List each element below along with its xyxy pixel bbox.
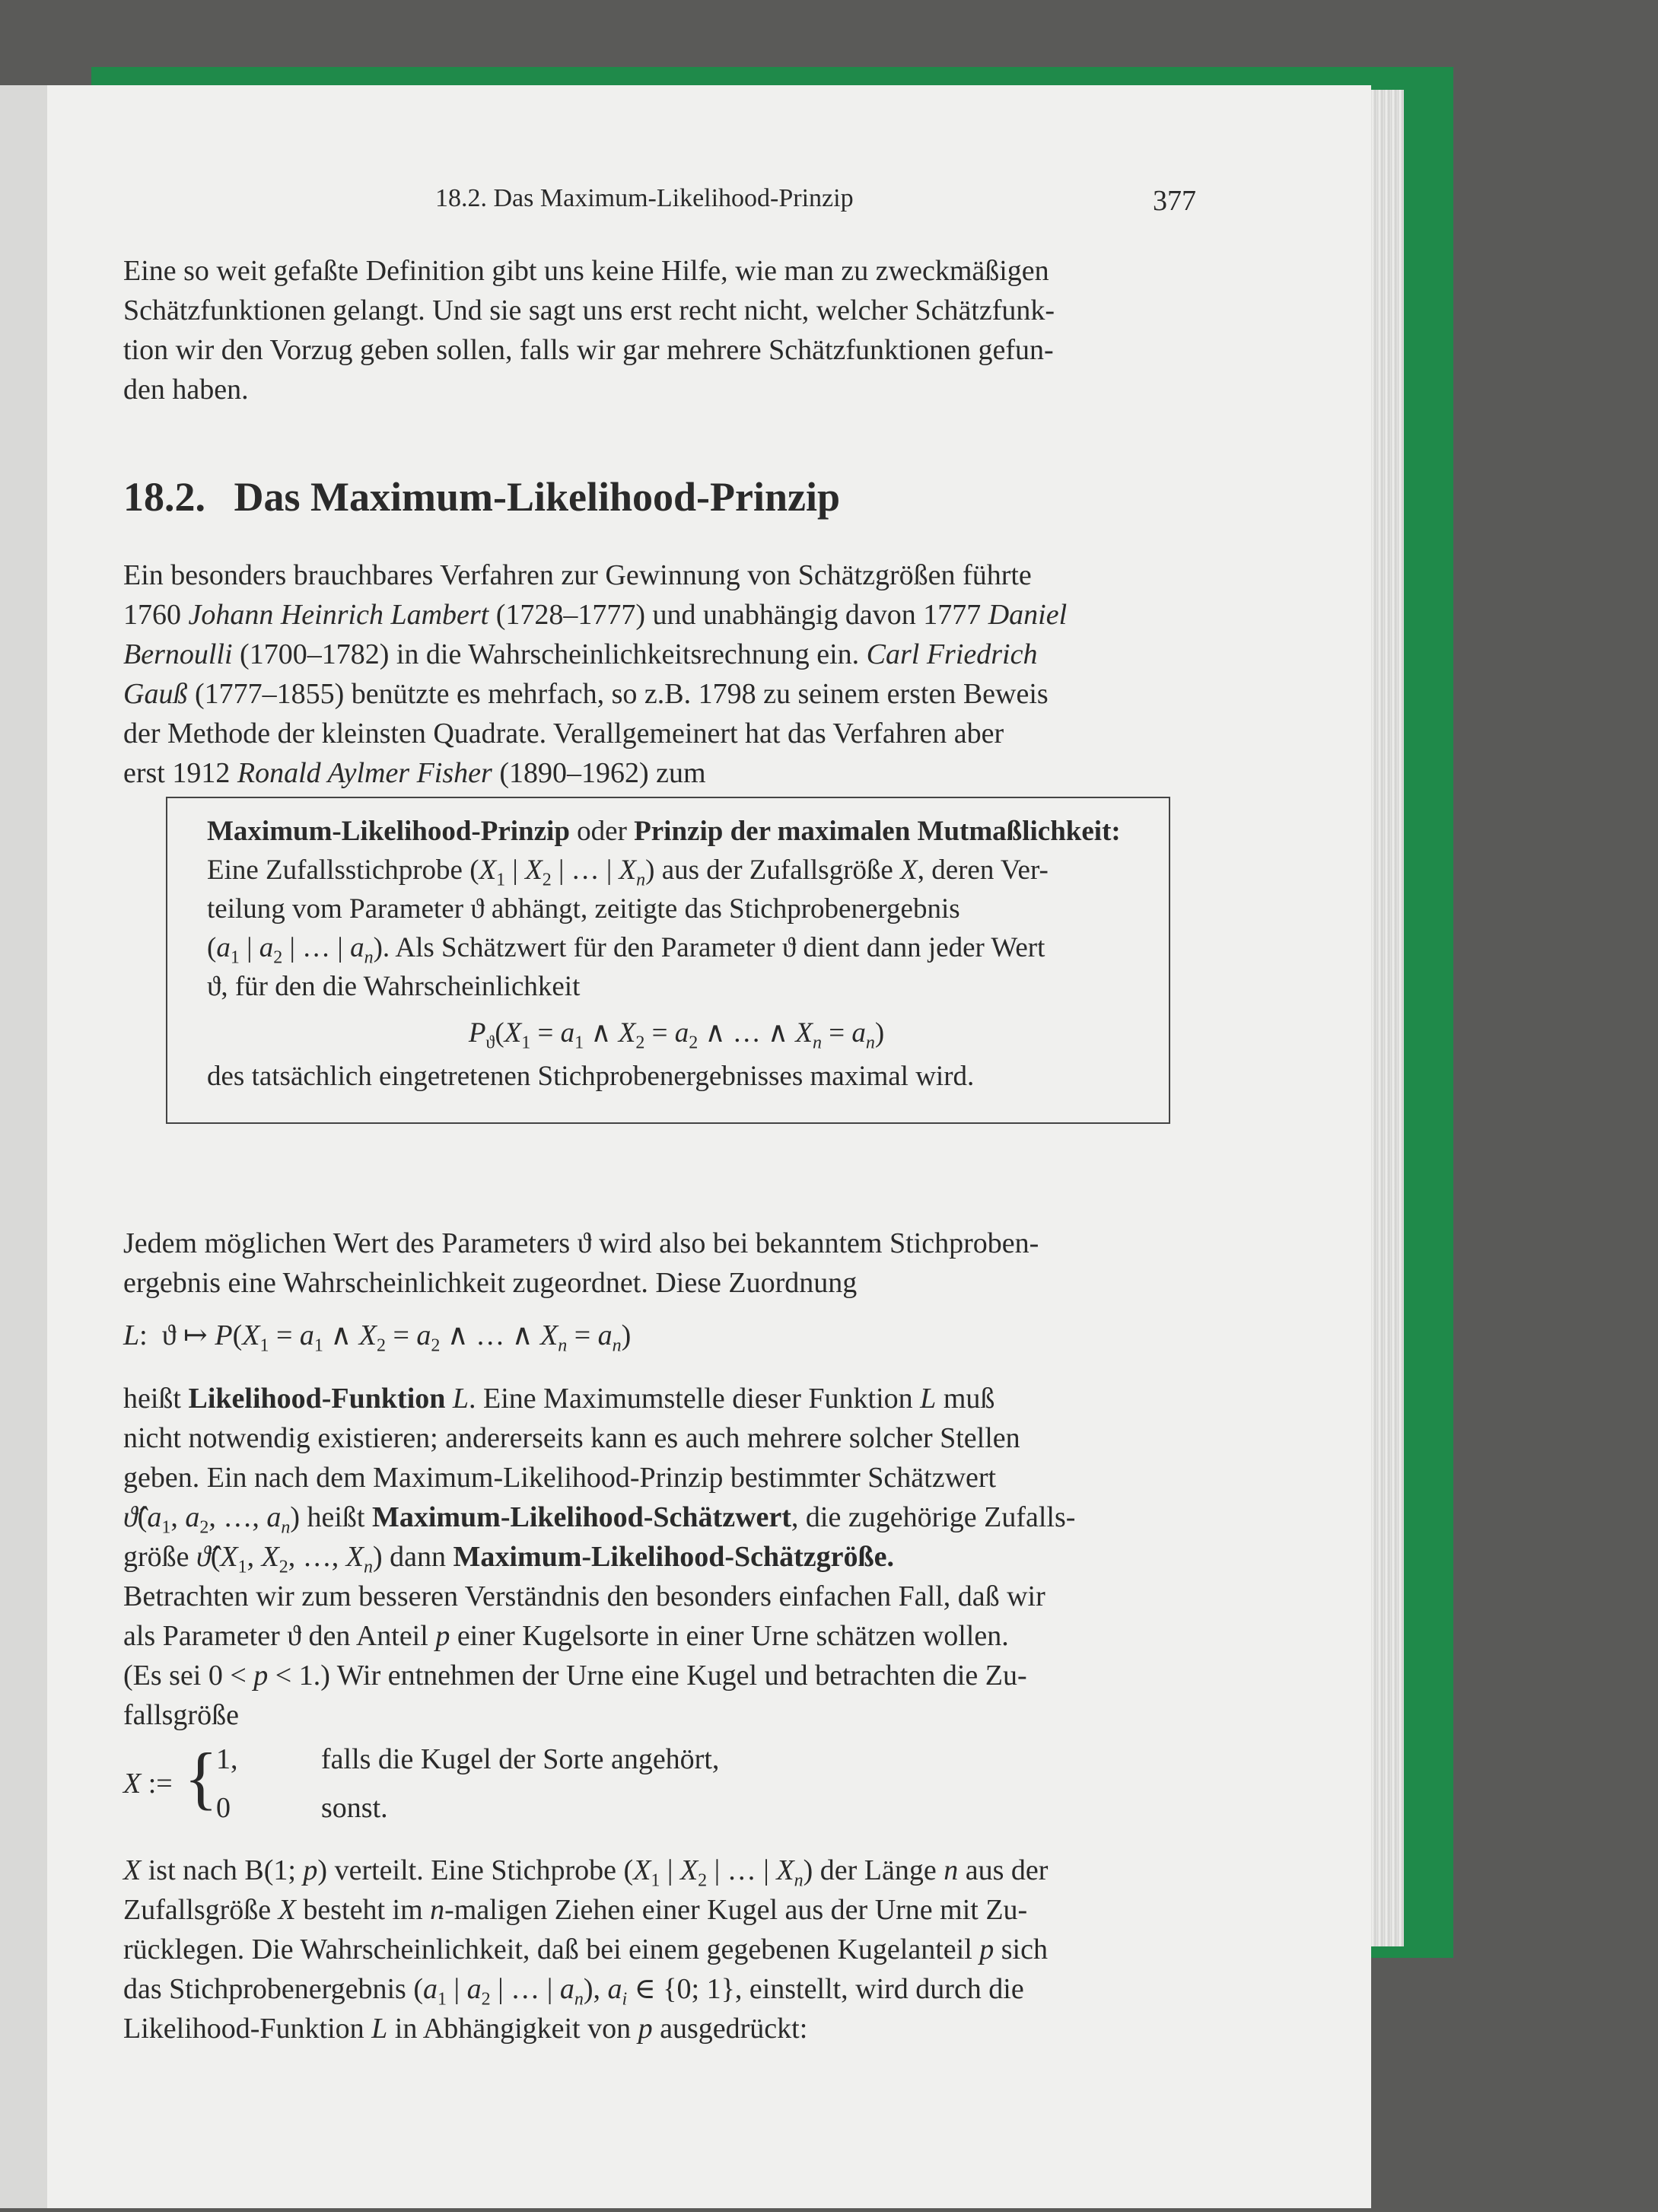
page-number: 377 bbox=[1153, 185, 1196, 217]
box-heading: Maximum-Likelihood-Prinzip oder Prinzip der maximalen Mutmaßlichkeit: bbox=[207, 816, 1121, 847]
text-line: Jedem möglichen Wert des Parameters ϑ wird also bei bekanntem Stichproben- bbox=[123, 1227, 1039, 1259]
text-line: das Stichprobenergebnis ($a_1$ | $a_2$ | … | $a_n$), $a_i$ ∈ {0; 1}, einstellt, wird durch die bbox=[123, 1973, 1024, 2010]
final-paragraph bbox=[123, 1851, 1196, 2048]
text-line: 1760 Johann Heinrich Lambert (1728–1777) und unabhängig davon 1777 Daniel bbox=[123, 599, 1068, 631]
text-line: geben. Ein nach dem Maximum-Likelihood-Prinzip bestimmter Schätzwert bbox=[123, 1462, 997, 1494]
text-line: als Parameter ϑ den Anteil p einer Kugelsorte in einer Urne schätzen wollen. bbox=[123, 1620, 1009, 1652]
box-formula: $P_ϑ(X_1 = a_1$ ∧ $X_2 = a_2$ ∧ … ∧ $X_n = a_n$) bbox=[468, 1017, 885, 1053]
section-title: Das Maximum-Likelihood-Prinzip bbox=[234, 474, 841, 520]
text-line: X ist nach B(1; p) verteilt. Eine Stichprobe ($X_1$ | $X_2$ | … | $X_n$) der Länge n aus der bbox=[123, 1854, 1049, 1891]
after-box-paragraph bbox=[123, 1224, 1196, 1303]
text-line: größe $ϑ̂(X_1$, $X_2$, …, $X_n$) dann Maximum-Likelihood-Schätzgröße. bbox=[123, 1541, 895, 1577]
text-line: (Es sei 0 < p < 1.) Wir entnehmen der Urne eine Kugel und betrachten die Zu- bbox=[123, 1660, 1027, 1692]
case-text-2: sonst. bbox=[321, 1792, 388, 1824]
brace-icon: { bbox=[184, 1739, 218, 1816]
text-line: $ϑ̂(a_1$, $a_2$, …, $a_n$) heißt Maximum-Likelihood-Schätzwert, die zugehörige Zufalls- bbox=[123, 1501, 1076, 1538]
text-line: ($a_1$ | $a_2$ | … | $a_n$). Als Schätzwert für den Parameter ϑ dient dann jeder Wert bbox=[207, 932, 1045, 968]
running-header bbox=[123, 184, 1196, 222]
running-title: 18.2. Das Maximum-Likelihood-Prinzip bbox=[435, 184, 854, 212]
text-line: rücklegen. Die Wahrscheinlichkeit, daß bei einem gegebenen Kugelanteil p sich bbox=[123, 1934, 1048, 1965]
text-line: Eine so weit gefaßte Definition gibt uns keine Hilfe, wie man zu zweckmäßigen bbox=[123, 255, 1049, 287]
section-number: 18.2. bbox=[123, 474, 205, 520]
case-definition bbox=[123, 1736, 884, 1835]
case-text-1: falls die Kugel der Sorte angehört, bbox=[321, 1743, 720, 1775]
text-line: Likelihood-Funktion L in Abhängigkeit von p ausgedrückt: bbox=[123, 2013, 808, 2045]
text-line: Schätzfunktionen gelangt. Und sie sagt uns erst recht nicht, welcher Schätzfunk- bbox=[123, 294, 1055, 326]
text-line: des tatsächlich eingetretenen Stichprobenergebnisses maximal wird. bbox=[207, 1061, 975, 1092]
text-line: Gauß (1777–1855) benützte es mehrfach, so z.B. 1798 zu seinem ersten Beweis bbox=[123, 678, 1049, 710]
text-line: der Methode der kleinsten Quadrate. Verallgemeinert hat das Verfahren aber bbox=[123, 718, 1004, 750]
text-line: tion wir den Vorzug geben sollen, falls wir gar mehrere Schätzfunktionen gefun- bbox=[123, 334, 1054, 366]
intro-paragraph bbox=[123, 251, 1196, 409]
case-value-2: 0 bbox=[216, 1792, 231, 1824]
text-line: heißt Likelihood-Funktion L. Eine Maximumstelle dieser Funktion L muß bbox=[123, 1383, 995, 1415]
text-line: erst 1912 Ronald Aylmer Fisher (1890–1962) zum bbox=[123, 757, 706, 789]
text-line: Ein besonders brauchbares Verfahren zur Gewinnung von Schätzgrößen führte bbox=[123, 559, 1032, 591]
book-page bbox=[47, 85, 1371, 2208]
likelihood-mapping: L: ϑ ↦ $P(X_1 = a_1$ ∧ $X_2 = a_2$ ∧ … ∧ $X_n = a_n$) bbox=[123, 1319, 632, 1356]
text-line: Bernoulli (1700–1782) in die Wahrscheinlichkeitsrechnung ein. Carl Friedrich bbox=[123, 638, 1038, 670]
text-line: den haben. bbox=[123, 374, 249, 406]
text-line: teilung vom Parameter ϑ abhängt, zeitigte das Stichprobenergebnis bbox=[207, 893, 960, 925]
text-line: Betrachten wir zum besseren Verständnis den besonders einfachen Fall, daß wir bbox=[123, 1580, 1045, 1612]
case-lhs: X := bbox=[123, 1768, 173, 1800]
definition-box bbox=[166, 797, 1170, 1124]
case-value-1: 1, bbox=[216, 1743, 238, 1775]
text-line: Eine Zufallsstichprobe ($X_1$ | $X_2$ | … | $X_n$) aus der Zufallsgröße X, deren Ver- bbox=[207, 855, 1049, 890]
text-line: ϑ, für den die Wahrscheinlichkeit bbox=[207, 971, 581, 1002]
text-line: ergebnis eine Wahrscheinlichkeit zugeordnet. Diese Zuordnung bbox=[123, 1267, 858, 1299]
text-line: fallsgröße bbox=[123, 1699, 239, 1731]
history-paragraph bbox=[123, 555, 1196, 793]
section-heading bbox=[123, 473, 840, 520]
text-line: nicht notwendig existieren; andererseits kann es auch mehrere solcher Stellen bbox=[123, 1422, 1020, 1454]
definition-paragraph bbox=[123, 1379, 1196, 1735]
text-line: Zufallsgröße X besteht im n-maligen Ziehen einer Kugel aus der Urne mit Zu- bbox=[123, 1894, 1028, 1926]
facing-page-edge bbox=[0, 85, 47, 2208]
